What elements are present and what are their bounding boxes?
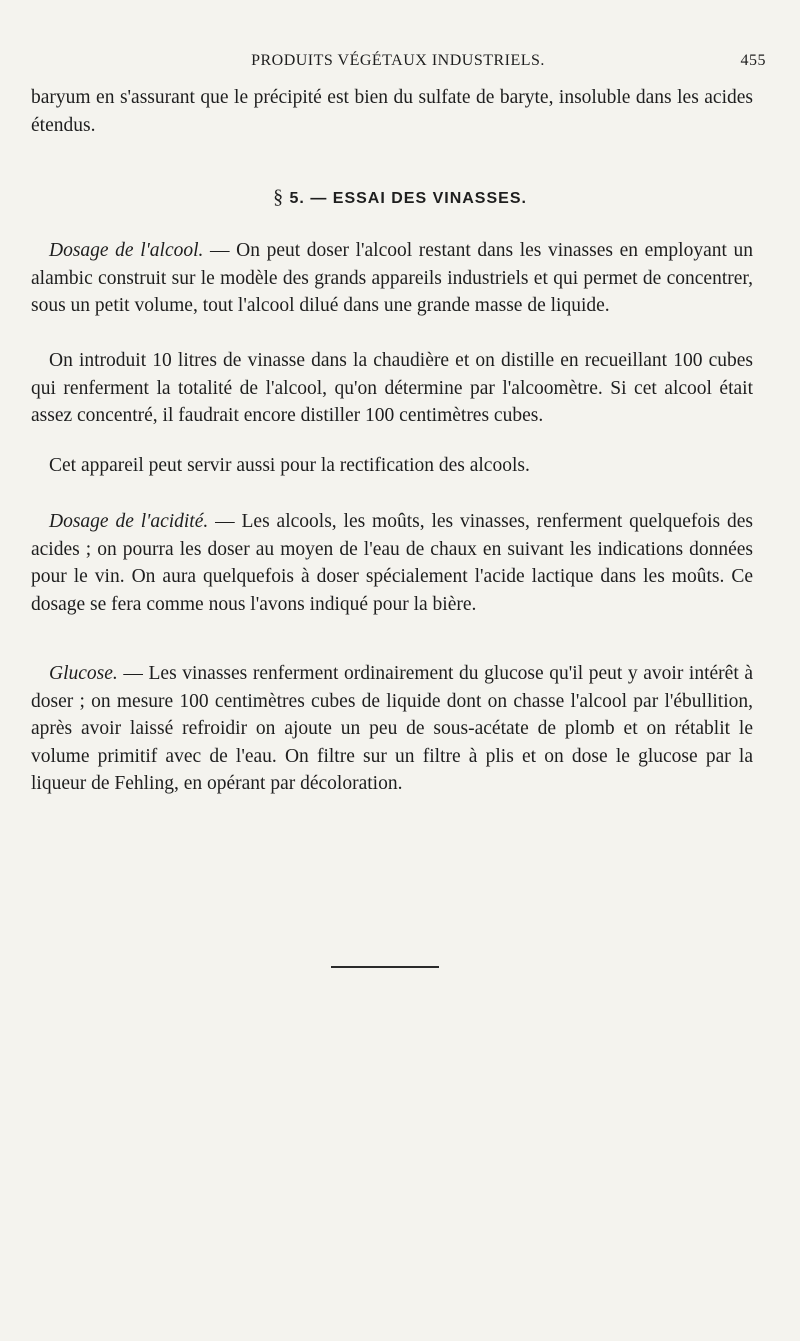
alcool-paragraph xyxy=(31,237,753,320)
section-dash: — xyxy=(310,190,328,207)
end-rule xyxy=(331,966,439,968)
alcool-text: On peut doser l'alcool restant dans les vinasses en employant un alambic construit sur le modèle des grands appareils industriels et qui permet de concentrer, sous un petit volume, tout l'alcool dilué dans une grande masse de liquide. xyxy=(31,240,753,317)
glucose-text: Les vinasses renferment ordinairement du glucose qu'il peut y avoir intérêt à doser ; on mesure 100 centimètres cubes de liquide dont on chasse l'alcool par l'ébullition, après avoir laissé refroidir on ajoute un peu de sous-acétate de plomb et on rétablit le volume primitif avec de l'eau. On filtre sur un filtre à plis et on dose le glucose par la liqueur de Fehling, en opérant par décoloration. xyxy=(31,663,753,795)
section-heading xyxy=(0,186,800,209)
acidite-heading: Dosage de l'acidité. xyxy=(49,511,209,532)
section-title: ESSAI DES VINASSES. xyxy=(332,190,527,207)
continuation-paragraph: baryum en s'assurant que le précipité est bien du sulfate de baryte, insoluble dans les acides étendus. xyxy=(31,87,753,136)
distillation-paragraph: On introduit 10 litres de vinasse dans la chaudière et on distille en recueillant 100 cubes qui renferment la totalité de l'alcool, qu'on détermine par l'alcoomètre. Si cet alcool était assez concentré, il faudrait encore distiller 100 centimètres cubes. xyxy=(31,350,753,427)
glucose-dash: — xyxy=(123,663,143,684)
acidite-text: Les alcools, les moûts, les vinasses, renferment quelquefois des acides ; on pourra les doser au moyen de l'eau de chaux en suivant les indications données pour le vin. On aura quelquefois à doser spécialement l'acide lactique dans les moûts. Ce dosage se fera comme nous l'avons indiqué pour la bière. xyxy=(31,511,754,615)
section-number: 5. xyxy=(289,190,305,207)
running-header xyxy=(30,52,766,76)
running-title: PRODUITS VÉGÉTAUX INDUSTRIELS. xyxy=(251,52,545,69)
section-symbol: § xyxy=(273,186,285,208)
glucose-paragraph xyxy=(31,660,753,798)
acidite-paragraph xyxy=(31,508,753,618)
alcool-heading: Dosage de l'alcool. xyxy=(49,240,204,261)
rectification-paragraph: Cet appareil peut servir aussi pour la rectification des alcools. xyxy=(49,455,530,476)
glucose-heading: Glucose. xyxy=(49,663,118,684)
page-number: 455 xyxy=(740,52,766,69)
acidite-dash: — xyxy=(215,511,235,532)
alcool-dash: — xyxy=(210,240,230,261)
